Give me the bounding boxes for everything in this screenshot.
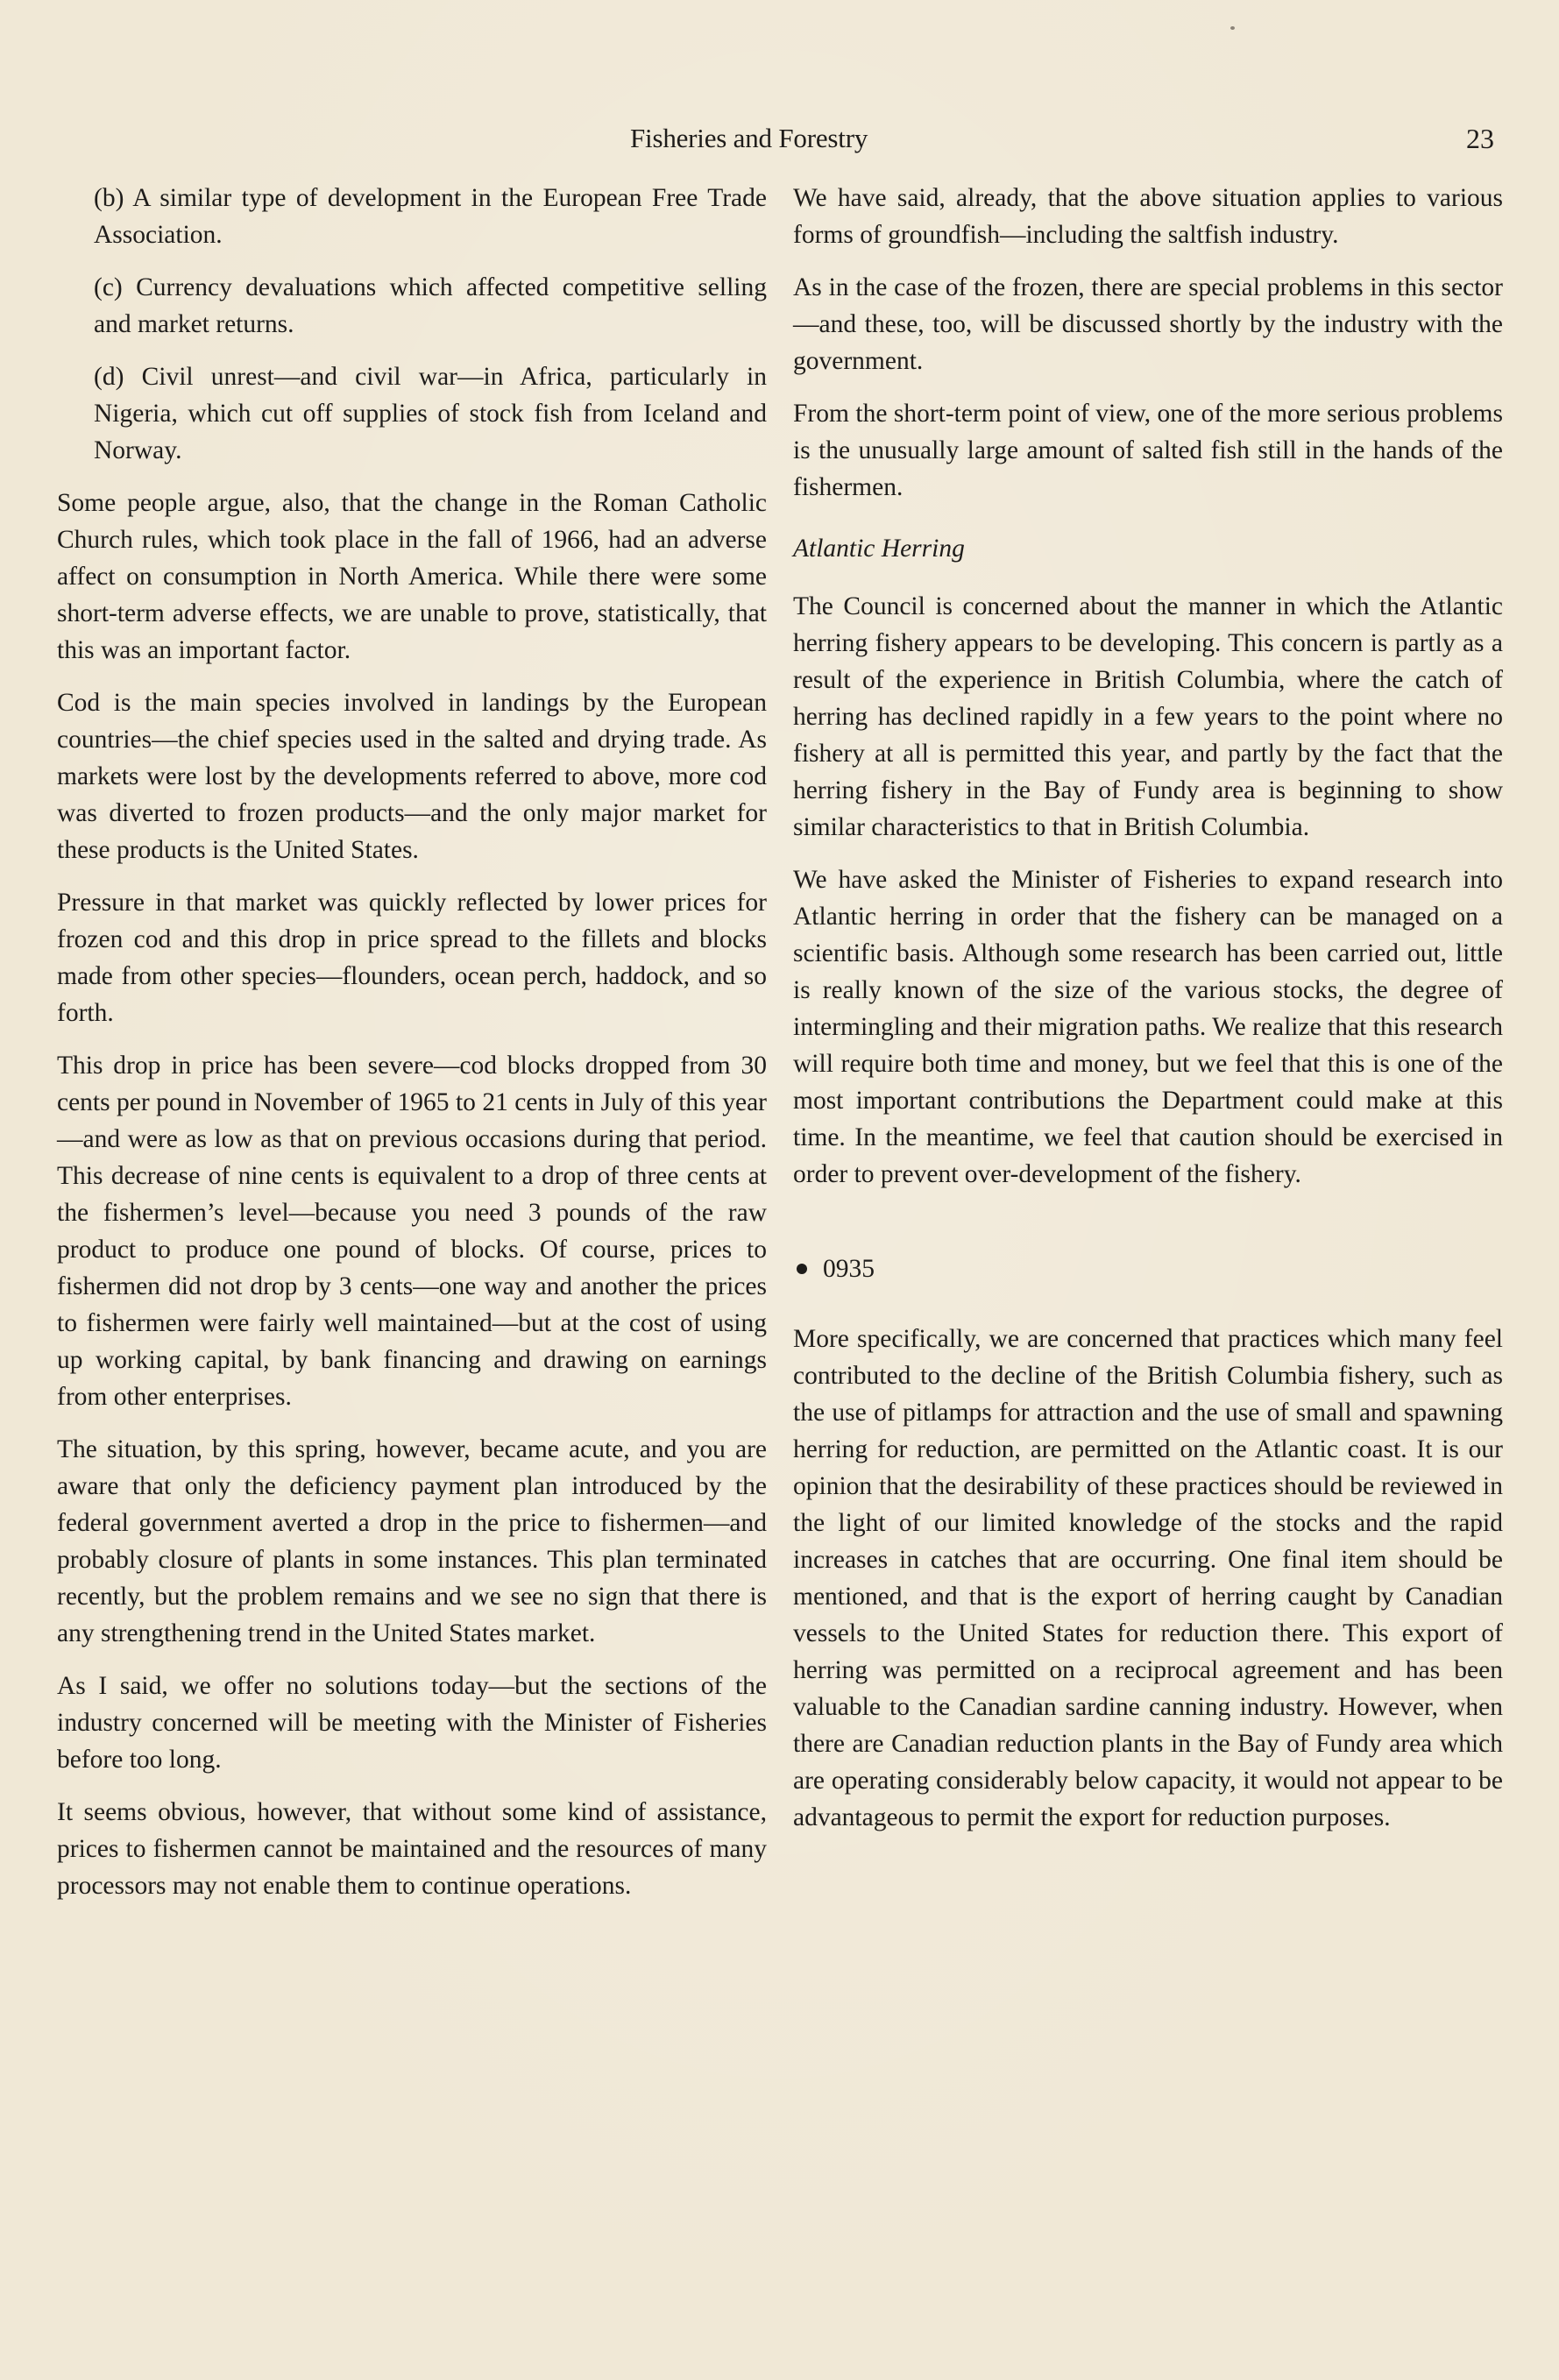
paragraph: As in the case of the frozen, there are special problems in this sector—and these, too, will be discussed shortly by the industry with the government. bbox=[793, 273, 1503, 375]
paragraph: Pressure in that market was quickly reflected by lower prices for frozen cod and this drop in price spread to the fillets and blocks made from other species—flounders, ocean perch, haddock, and so forth. bbox=[57, 889, 767, 1027]
paper-speck bbox=[1230, 26, 1235, 30]
time-marker bbox=[793, 1250, 1503, 1287]
right-column bbox=[793, 180, 1503, 1852]
time-marker-label: 0935 bbox=[823, 1255, 875, 1283]
page-number: 23 bbox=[1466, 123, 1494, 154]
list-item-c: (c) Currency devaluations which affected competitive selling and market returns. bbox=[94, 273, 767, 338]
running-head: Fisheries and Forestry bbox=[630, 123, 868, 153]
paragraph: We have said, already, that the above situation applies to various forms of groundfish—including the saltfish industry. bbox=[793, 184, 1503, 249]
paragraph: More specifically, we are concerned that practices which many feel contributed to the decline of the British Columbia fishery, such as the use of pitlamps for attraction and the use of small and spawning herring for reduction, are permitted on the Atlantic coast. It is our opinion that the desirability of these practices should be reviewed in the light of our limited knowledge of the stocks and the rapid increases in catches that are occurring. One final item should be mentioned, and that is the export of herring caught by Canadian vessels to the United States for reduction there. This export of herring was permitted on a reciprocal agreement and has been valuable to the Canadian sardine canning industry. However, when there are Canadian reduction plants in the Bay of Fundy area which are operating considerably below capacity, it would not appear to be advantageous to permit the export for reduction purposes. bbox=[793, 1325, 1503, 1831]
paragraph: The Council is concerned about the manner in which the Atlantic herring fishery appears to be developing. This concern is partly as a result of the experience in British Columbia, where the catch of herring has declined rapidly in a few years to the point where no fishery at all is permitted this year, and partly by the fact that the herring fishery in the Bay of Fundy area is beginning to show similar characteristics to that in British Columbia. bbox=[793, 592, 1503, 841]
paragraph: From the short-term point of view, one of the more serious problems is the unusually large amount of salted fish still in the hands of the fishermen. bbox=[793, 400, 1503, 501]
list-item-b: (b) A similar type of development in the European Free Trade Association. bbox=[94, 184, 767, 249]
paragraph: Cod is the main species involved in landings by the European countries—the chief species used in the salted and drying trade. As markets were lost by the developments referred to above, more cod was diverted to frozen products—and the only major market for these products is the United States. bbox=[57, 689, 767, 864]
section-heading: Atlantic Herring bbox=[793, 535, 965, 563]
left-column bbox=[57, 180, 767, 1920]
paragraph: We have asked the Minister of Fisheries to expand research into Atlantic herring in order that the fishery can be managed on a scientific basis. Although some research has been carried out, little is really known of the size of the various stocks, the degree of intermingling and their migration paths. We realize that this research will require both time and money, but we feel that this is one of the most important contributions the Department could make at this time. In the meantime, we feel that caution should be exercised in order to prevent over-development of the fishery. bbox=[793, 866, 1503, 1188]
paragraph: As I said, we offer no solutions today—but the sections of the industry concerned will be meeting with the Minister of Fisheries before too long. bbox=[57, 1672, 767, 1774]
paragraph: It seems obvious, however, that without some kind of assistance, prices to fishermen cannot be maintained and the resources of many processors may not enable them to continue operations. bbox=[57, 1798, 767, 1900]
bullet-icon bbox=[797, 1264, 807, 1274]
list-item-d: (d) Civil unrest—and civil war—in Africa, particularly in Nigeria, which cut off supplies of stock fish from Iceland and Norway. bbox=[94, 363, 767, 464]
paragraph: This drop in price has been severe—cod blocks dropped from 30 cents per pound in November of 1965 to 21 cents in July of this year—and were as low as that on previous occasions during that period. This decrease of nine cents is equivalent to a drop of three cents at the fishermen’s level—because you need 3 pounds of the raw product to produce one pound of blocks. Of course, prices to fishermen did not drop by 3 cents—one way and another the prices to fishermen were fairly well maintained—but at the cost of using up working capital, by bank financing and drawing on earnings from other enterprises. bbox=[57, 1052, 767, 1411]
paragraph: The situation, by this spring, however, became acute, and you are aware that only the deficiency payment plan introduced by the federal government averted a drop in the price to fishermen—and probably closure of plants in some instances. This plan terminated recently, but the problem remains and we see no sign that there is any strengthening trend in the United States market. bbox=[57, 1435, 767, 1647]
paragraph: Some people argue, also, that the change in the Roman Catholic Church rules, which took place in the fall of 1966, had an adverse affect on consumption in North America. While there were some short-term adverse effects, we are unable to prove, statistically, that this was an important factor. bbox=[57, 489, 767, 664]
